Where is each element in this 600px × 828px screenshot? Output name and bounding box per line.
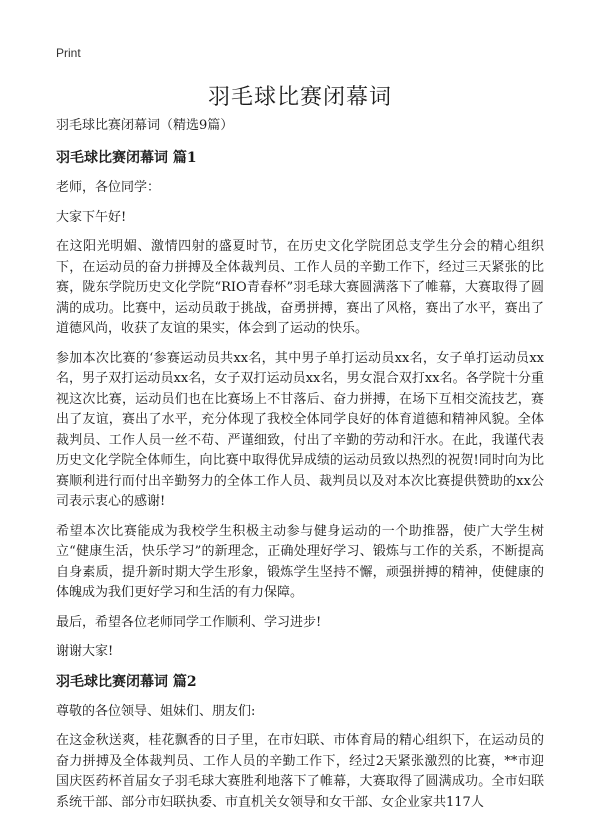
greeting-paragraph: 老师，各位同学： (56, 180, 161, 195)
document-title: 羽毛球比赛闭幕词 (207, 85, 392, 110)
section-heading: 羽毛球比赛闭幕词 篇2 (56, 673, 197, 690)
print-label[interactable]: Print (56, 46, 81, 60)
body-paragraph: 参加本次比赛的‘参赛运动员共xx名，其中男子单打运动员xx名，女子单打运动员xx名，男子双打运动员xx名，女子双打运动员xx名，男女混合双打xx名。各学院十分重视这次比赛，运动员们也在比赛场上不甘落后、奋力拼搏，在场下互相交流技艺，赛出了友谊，赛出了水平，充分体现了我校全体同学良好的体育道德和精神风貌。全体裁判员、工作人员一丝不苟、严谨细致，付出了辛勤的劳动和汗水。在此，我谨代表历史文化学院全体师生，向比赛中取得优异成绩的运动员致以热烈的祝贺!同时向为比赛顺利进行而付出辛勤努力的全体工作人员、裁判员以及对本次比赛提供赞助的xx公司表示衷心的感谢! (56, 350, 544, 509)
document-subtitle: 羽毛球比赛闭幕词（精选9篇） (56, 118, 234, 133)
greeting-paragraph: 尊敬的各位领导、姐妹们、朋友们: (56, 703, 256, 719)
body-paragraph: 在这阳光明媚、激情四射的盛夏时节，在历史文化学院团总支学生分会的精心组织下，在运动员的奋力拼搏及全体裁判员、工作人员的辛勤工作下，经过三天紧张的比赛，陇东学院历史文化学院“RIO青春杯”羽毛球大赛圆满落下了帷幕，大赛取得了圆满的成功。比赛中，运动员敢于挑战，奋勇拼搏，赛出了风格，赛出了水平，赛出了道德风尚，收获了友谊的果实，体会到了运动的快乐。 (56, 239, 544, 336)
greeting-paragraph: 大家下午好! (56, 209, 127, 225)
section-heading: 羽毛球比赛闭幕词 篇1 (56, 150, 197, 166)
closing-paragraph: 谢谢大家! (56, 644, 114, 659)
closing-paragraph: 最后，希望各位老师同学工作顺利、学习进步! (56, 614, 322, 630)
section-2 (56, 672, 544, 814)
section-1 (56, 148, 544, 663)
document-body (56, 116, 544, 822)
body-paragraph: 希望本次比赛能成为我校学生积极主动参与健身运动的一个助推器，使广大学生树立“健康生活，快乐学习”的新理念，正确处理好学习、锻炼与工作的关系，不断提高自身素质，提升新时期大学生形象，锻炼学生坚持不懈，顽强拼搏的精神，使健康的体魄成为我们更好学习和生活的有力保障。 (56, 523, 544, 600)
body-paragraph: 在这金秋送爽，桂花飘香的日子里，在市妇联、市体育局的精心组织下，在运动员的奋力拼搏及全体裁判员、工作人员的辛勤工作下，经过2天紧张激烈的比赛，**市迎国庆医药杯首届女子羽毛球大赛胜利地落下了帷幕，大赛取得了圆满成功。全市妇联系统干部、部分市妇联执委、市直机关女领导和女干部、女企业家共117人 (56, 733, 544, 810)
